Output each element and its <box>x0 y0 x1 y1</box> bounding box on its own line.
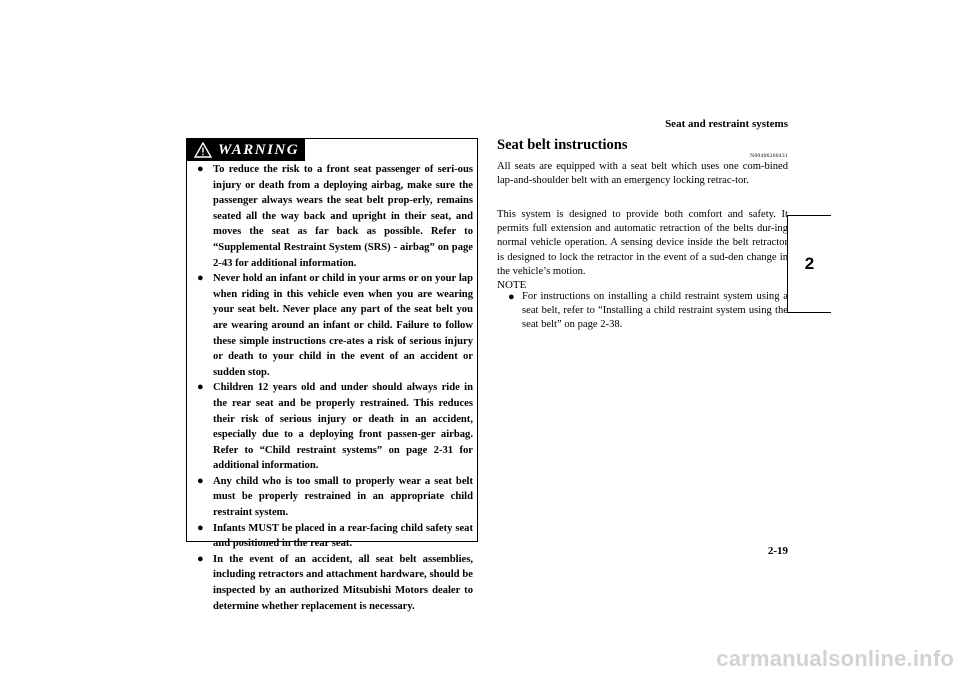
warning-item-text: Any child who is too small to properly wear a seat belt must be properly restrained in an appropriate child restraint system. <box>213 475 473 519</box>
section-title: Seat belt instructions <box>497 137 628 153</box>
bullet-icon: ● <box>197 163 204 175</box>
bullet-icon: ● <box>197 381 204 394</box>
warning-item-text: Children 12 years old and under should always ride in the rear seat and be properly restrained. This reduces their risk of serious injury or death in an accident, especially due to a deploying front passen-ger airbag. Refer to “Child restraint systems” on page 2-31 for additional information. <box>213 382 473 472</box>
reference-code: N00406200431 <box>750 153 788 159</box>
warning-triangle-icon <box>194 142 212 158</box>
warning-item <box>197 474 473 521</box>
warning-box <box>186 138 478 612</box>
warning-item-text: To reduce the risk to a front seat passenger of seri-ous injury or death from a deploying airbag, make sure the passenger always wears the seat belt prop-erly, remains seated all the way back and upright in their seat, and moves the seat as far back as possible. Refer to “Supplemental Restraint System (SRS) - airbag” on page 2-43 for additional information. <box>213 164 473 269</box>
bullet-icon: ● <box>197 552 204 565</box>
warning-item-text: Infants MUST be placed in a rear-facing child safety seat and positioned in the rear seat. <box>213 522 473 550</box>
note-label: NOTE <box>497 279 527 291</box>
warning-item-text: In the event of an accident, all seat belt assemblies, including retractors and attachment hardware, should be inspected by an authorized Mitsubishi Motors dealer to determine whether replacement is necessary. <box>213 553 473 612</box>
warning-item <box>197 271 473 380</box>
note-item <box>508 290 788 333</box>
bullet-icon: ● <box>197 521 204 534</box>
warning-item-text: Never hold an infant or child in your arms or on your lap when riding in this vehicle even when you are wearing your seat belt. Never place any part of the seat belt you are wearing around an infant or child. Failure to follow these simple instructions cre-ates a risk of serious injury or death to your child in the event of an accident or sudden stop. <box>213 273 473 378</box>
note-item-text: For instructions on installing a child restraint system using a seat belt, refer to “Installing a child restraint system using the seat belt” on page 2-38. <box>522 291 788 331</box>
warning-item <box>197 162 473 271</box>
bullet-icon: ● <box>197 474 204 487</box>
bullet-icon: ● <box>508 291 515 303</box>
note-list <box>508 290 788 333</box>
warning-header <box>187 139 305 161</box>
bullet-icon: ● <box>197 272 204 285</box>
warning-title: WARNING <box>218 141 300 158</box>
warning-item <box>197 380 473 474</box>
body-paragraph: All seats are equipped with a seat belt which uses one com-bined lap-and-shoulder belt with an emergency locking retrac-tor. <box>497 161 788 187</box>
warning-item <box>197 552 473 614</box>
running-header: Seat and restraint systems <box>665 118 788 130</box>
body-paragraph: This system is designed to provide both comfort and safety. It permits full extension and automatic retraction of the belts dur-ing normal vehicle operation. A sensing device inside the belt retractor is designed to lock the retractor in the event of a sud-den change in the vehicle’s motion. <box>497 209 788 277</box>
warning-item <box>197 521 473 552</box>
watermark: carmanualsonline.info <box>716 646 954 671</box>
page-number: 2-19 <box>767 545 788 557</box>
warning-list <box>197 162 473 614</box>
chapter-tab: 2 <box>787 215 831 313</box>
